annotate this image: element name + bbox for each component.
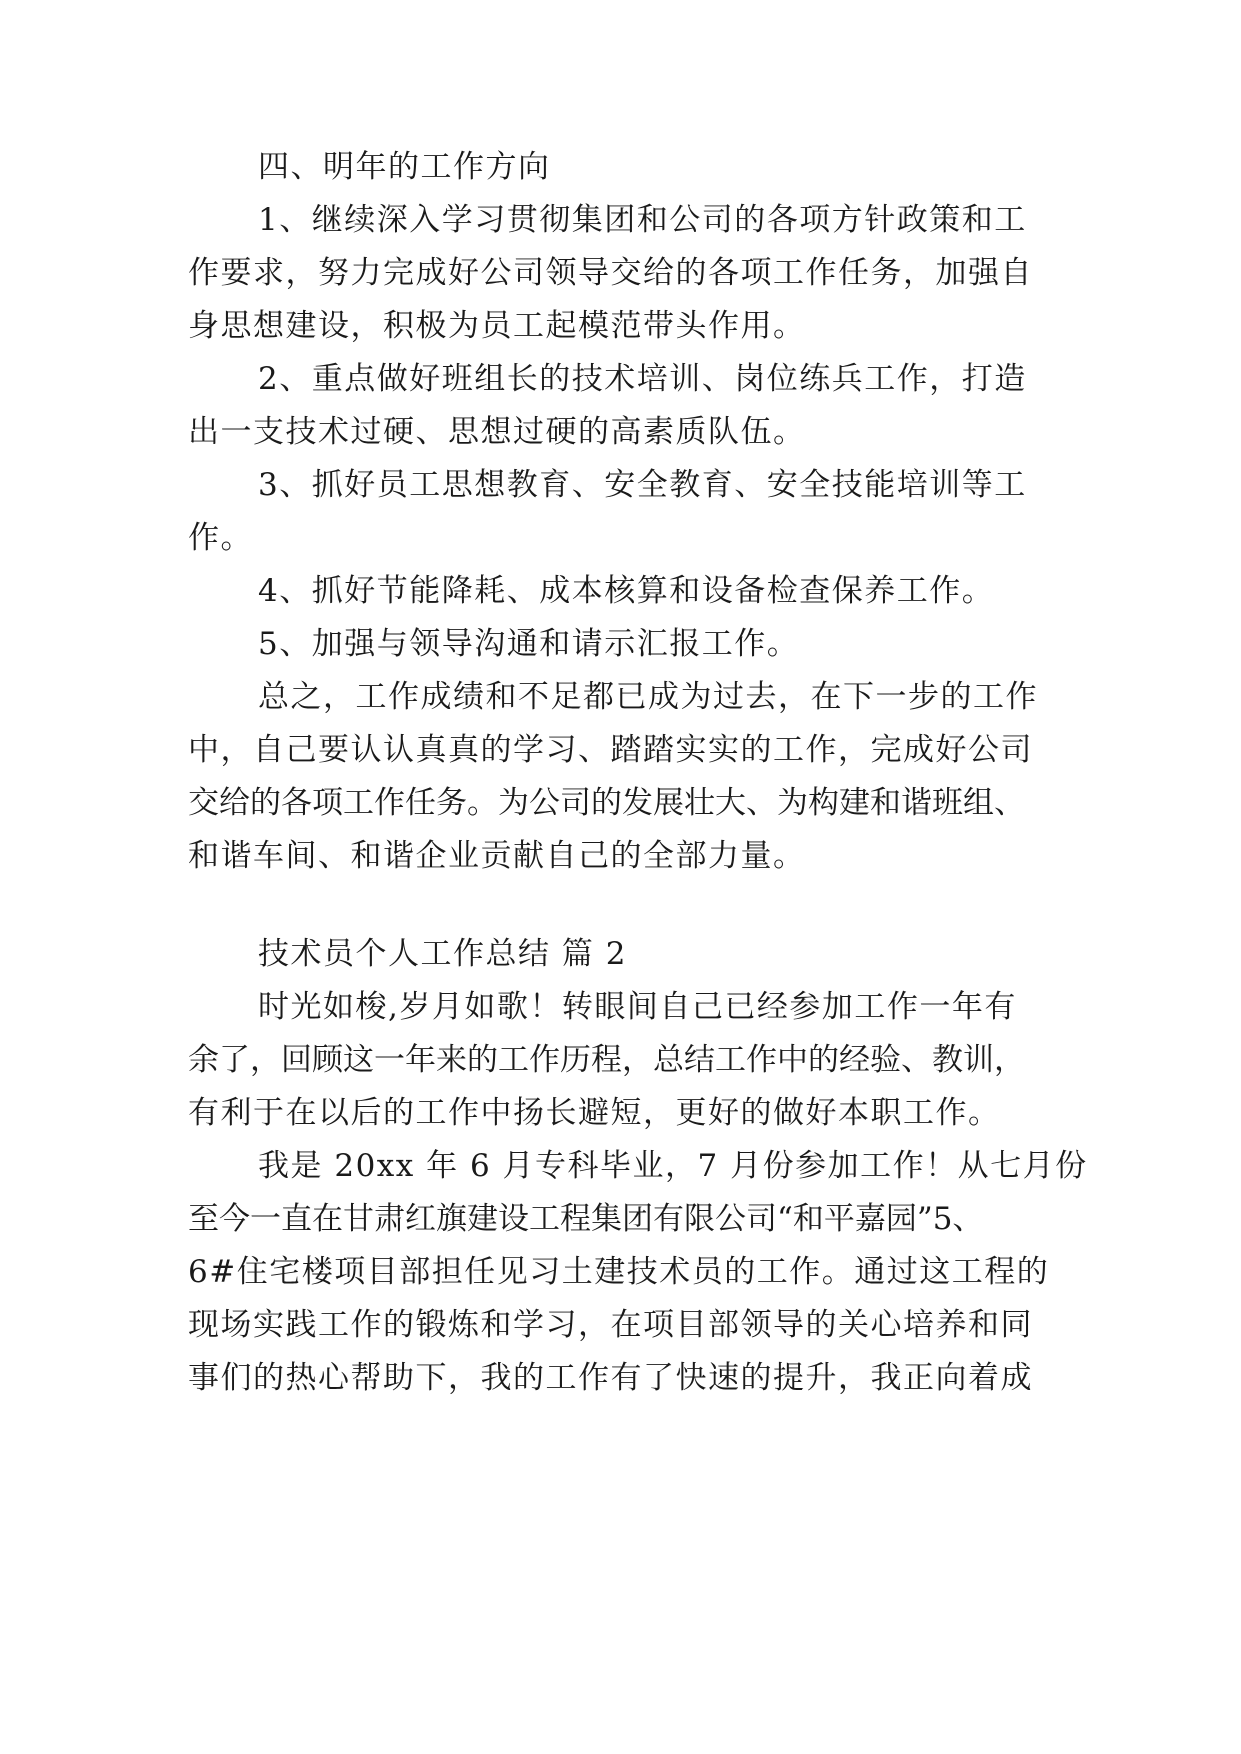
section-heading: 四、明年的工作方向 (258, 149, 551, 185)
paragraph-line: 作要求，努力完成好公司领导交给的各项工作任务，加强自 (188, 255, 1033, 291)
paragraph-line: 作。 (188, 520, 253, 556)
paragraph-line: 3、抓好员工思想教育、安全教育、安全技能培训等工 (258, 467, 1027, 503)
paragraph-line: 2、重点做好班组长的技术培训、岗位练兵工作，打造 (258, 361, 1027, 397)
paragraph-line: 6#住宅楼项目部担任见习土建技术员的工作。通过这工程的 (188, 1254, 1050, 1290)
paragraph-line: 有利于在以后的工作中扬长避短，更好的做好本职工作。 (188, 1095, 1001, 1131)
paragraph-line: 时光如梭,岁月如歌！转眼间自己已经参加工作一年有 (258, 989, 1017, 1025)
paragraph-line: 5、加强与领导沟通和请示汇报工作。 (258, 626, 800, 662)
paragraph-line: 1、继续深入学习贯彻集团和公司的各项方针政策和工 (258, 202, 1027, 238)
paragraph-line: 交给的各项工作任务。为公司的发展壮大、为构建和谐班组、 (188, 785, 1025, 821)
paragraph-line: 余了，回顾这一年来的工作历程，总结工作中的经验、教训， (188, 1042, 1025, 1078)
paragraph-line: 事们的热心帮助下，我的工作有了快速的提升，我正向着成 (188, 1360, 1033, 1396)
paragraph-line: 和谐车间、和谐企业贡献自己的全部力量。 (188, 838, 806, 874)
paragraph-line: 至今一直在甘肃红旗建设工程集团有限公司“和平嘉园”5、 (188, 1201, 984, 1237)
paragraph-line: 我是 20xx 年 6 月专科毕业，7 月份参加工作！从七月份 (258, 1148, 1088, 1184)
paragraph-line: 出一支技术过硬、思想过硬的高素质队伍。 (188, 414, 806, 450)
paragraph-line: 现场实践工作的锻炼和学习，在项目部领导的关心培养和同 (188, 1307, 1033, 1343)
paragraph-line: 总之，工作成绩和不足都已成为过去，在下一步的工作 (258, 679, 1038, 715)
paragraph-line: 中，自己要认认真真的学习、踏踏实实的工作，完成好公司 (188, 732, 1033, 768)
paragraph-line: 4、抓好节能降耗、成本核算和设备检查保养工作。 (258, 573, 995, 609)
paragraph-line: 身思想建设，积极为员工起模范带头作用。 (188, 308, 806, 344)
section-heading: 技术员个人工作总结 篇 2 (258, 936, 627, 972)
